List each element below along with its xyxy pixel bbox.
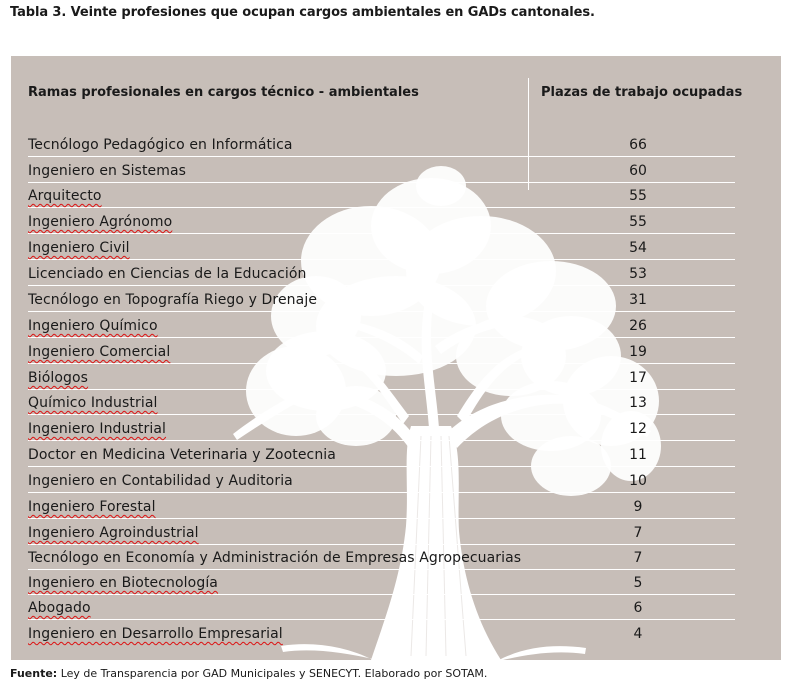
column-header-professions: Ramas profesionales en cargos técnico - ambientales	[28, 85, 419, 100]
positions-count: 55	[629, 188, 647, 204]
positions-count: 10	[629, 473, 647, 489]
positions-count: 11	[629, 447, 647, 463]
profession-name: Ingeniero Agrónomo	[28, 214, 173, 230]
table-caption: Tabla 3. Veinte profesiones que ocupan cargos ambientales en GADs cantonales.	[10, 5, 595, 20]
source-label: Fuente:	[10, 667, 58, 680]
profession-name: Ingeniero Industrial	[28, 421, 167, 437]
table-row	[28, 494, 735, 519]
profession-name: Ingeniero en Contabilidad y Auditoria	[28, 473, 293, 489]
profession-name: Licenciado en Ciencias de la Educación	[28, 266, 307, 282]
table-row	[28, 595, 735, 620]
table-row	[28, 468, 735, 493]
profession-name: Doctor en Medicina Veterinaria y Zootecnia	[28, 447, 336, 463]
table-row	[28, 158, 735, 183]
source-note	[10, 667, 487, 680]
table-panel	[11, 56, 781, 660]
column-header-positions: Plazas de trabajo ocupadas	[541, 85, 743, 100]
positions-count: 26	[629, 318, 647, 334]
profession-name: Tecnólogo Pedagógico en Informática	[28, 137, 293, 153]
profession-name: Arquitecto	[28, 188, 102, 204]
profession-name: Químico Industrial	[28, 395, 158, 411]
table-row	[28, 570, 735, 595]
positions-count: 60	[629, 163, 647, 179]
table-row	[28, 390, 735, 415]
table-row	[28, 132, 735, 157]
profession-name: Ingeniero Químico	[28, 318, 158, 334]
profession-name: Ingeniero Comercial	[28, 344, 171, 360]
profession-name: Abogado	[28, 600, 91, 616]
positions-count: 66	[629, 137, 647, 153]
table-row	[28, 339, 735, 364]
table-row	[28, 313, 735, 338]
table-row	[28, 209, 735, 234]
positions-count: 19	[629, 344, 647, 360]
positions-count: 55	[629, 214, 647, 230]
source-text: Ley de Transparencia por GAD Municipales y SENECYT. Elaborado por SOTAM.	[57, 667, 488, 680]
positions-count: 17	[629, 370, 647, 386]
positions-count: 4	[633, 626, 643, 642]
table-row	[28, 442, 735, 467]
profession-name: Biólogos	[28, 370, 89, 386]
positions-count: 53	[629, 266, 647, 282]
profession-name: Ingeniero en Sistemas	[28, 163, 187, 179]
profession-name: Tecnólogo en Economía y Administración de Empresas Agropecuarias	[28, 550, 522, 566]
positions-count: 7	[633, 550, 643, 566]
table-row	[28, 621, 735, 646]
positions-count: 12	[629, 421, 647, 437]
profession-name: Ingeniero Agroindustrial	[28, 525, 199, 541]
positions-count: 13	[629, 395, 647, 411]
table-row	[28, 416, 735, 441]
positions-count: 6	[633, 600, 643, 616]
positions-count: 5	[633, 575, 643, 591]
table-row	[28, 545, 735, 570]
positions-count: 7	[633, 525, 643, 541]
table-row	[28, 183, 735, 208]
profession-name: Ingeniero en Desarrollo Empresarial	[28, 626, 283, 642]
positions-count: 31	[629, 292, 647, 308]
table-row	[28, 261, 735, 286]
table-row	[28, 235, 735, 260]
profession-name: Ingeniero en Biotecnología	[28, 575, 218, 591]
profession-name: Tecnólogo en Topografía Riego y Drenaje	[28, 292, 318, 308]
positions-count: 9	[633, 499, 643, 515]
table-row	[28, 520, 735, 545]
positions-count: 54	[629, 240, 647, 256]
table-row	[28, 287, 735, 312]
profession-name: Ingeniero Civil	[28, 240, 130, 256]
profession-name: Ingeniero Forestal	[28, 499, 156, 515]
table-row	[28, 365, 735, 390]
